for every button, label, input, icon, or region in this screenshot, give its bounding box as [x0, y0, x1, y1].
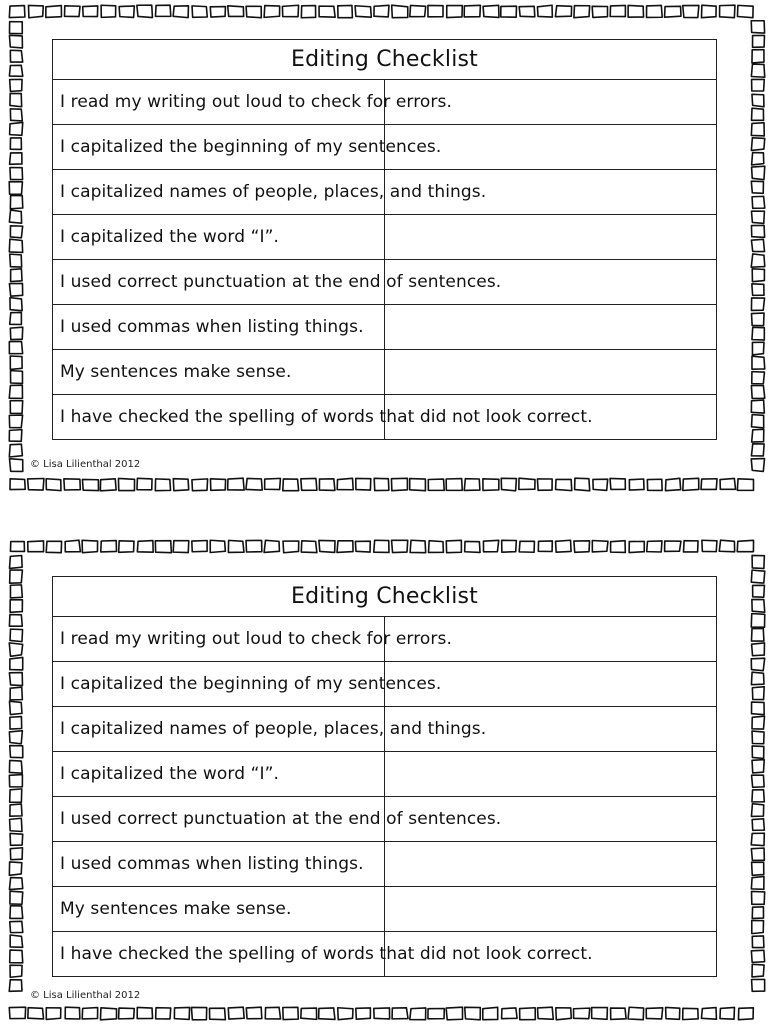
checklist-row — [53, 80, 717, 125]
checklist-row — [53, 125, 717, 170]
checklist-row — [53, 617, 717, 662]
checklist-item: I used commas when listing things. — [53, 305, 385, 350]
checklist-item: My sentences make sense. — [53, 887, 385, 932]
checklist-row — [53, 350, 717, 395]
checklist-item: I used commas when listing things. — [53, 842, 385, 887]
checklist-table — [52, 576, 717, 977]
checklist-row — [53, 305, 717, 350]
check-box[interactable] — [385, 752, 717, 797]
check-box[interactable] — [385, 350, 717, 395]
checklist-title: Editing Checklist — [53, 40, 717, 80]
checklist-table — [52, 39, 717, 440]
checklist-item: I capitalized names of people, places, and things. — [53, 170, 385, 215]
checklist-row — [53, 707, 717, 752]
checklist-row — [53, 170, 717, 215]
checklist-item: I read my writing out loud to check for errors. — [53, 617, 385, 662]
checklist-row — [53, 215, 717, 260]
checklist-row — [53, 395, 717, 440]
check-box[interactable] — [385, 887, 717, 932]
check-box[interactable] — [385, 842, 717, 887]
checklist-item: I capitalized the word “I”. — [53, 752, 385, 797]
checklist-item: I read my writing out loud to check for errors. — [53, 80, 385, 125]
checklist-row — [53, 932, 717, 977]
checklist-title: Editing Checklist — [53, 577, 717, 617]
checklist-row — [53, 887, 717, 932]
checklist-item: I have checked the spelling of words that did not look correct. — [53, 932, 385, 977]
checklist-item: My sentences make sense. — [53, 350, 385, 395]
checklist-item: I used correct punctuation at the end of sentences. — [53, 797, 385, 842]
checklist-item: I capitalized the word “I”. — [53, 215, 385, 260]
copyright-notice: © Lisa Lilienthal 2012 — [30, 459, 141, 470]
checklist-item: I capitalized the beginning of my sentences. — [53, 125, 385, 170]
checklist-item: I used correct punctuation at the end of sentences. — [53, 260, 385, 305]
check-box[interactable] — [385, 305, 717, 350]
checklist-card-1 — [0, 0, 768, 495]
checklist-row — [53, 260, 717, 305]
copyright-notice: © Lisa Lilienthal 2012 — [30, 990, 141, 1001]
checklist-item: I have checked the spelling of words that did not look correct. — [53, 395, 385, 440]
checklist-row — [53, 662, 717, 707]
checklist-row — [53, 752, 717, 797]
checklist-item: I capitalized names of people, places, and things. — [53, 707, 385, 752]
check-box[interactable] — [385, 215, 717, 260]
checklist-card-2 — [0, 535, 768, 1024]
checklist-row — [53, 797, 717, 842]
checklist-row — [53, 842, 717, 887]
checklist-item: I capitalized the beginning of my sentences. — [53, 662, 385, 707]
